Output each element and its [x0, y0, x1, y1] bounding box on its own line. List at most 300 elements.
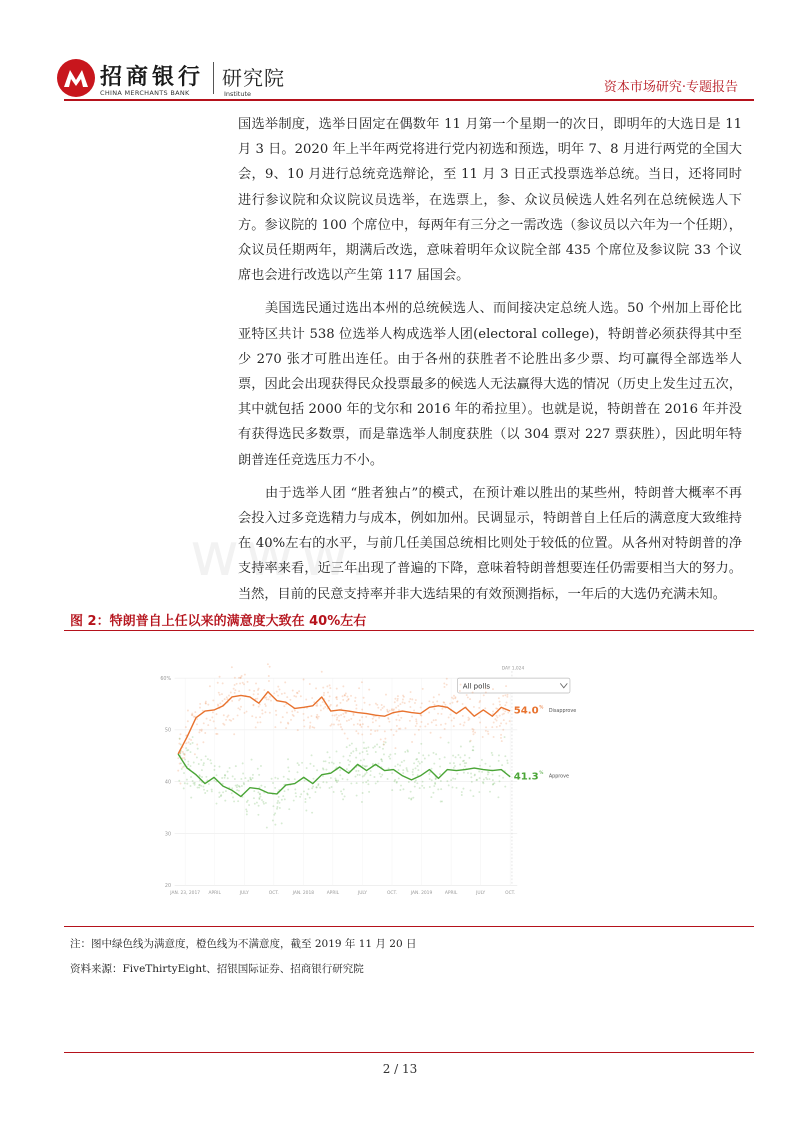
approve-poll-dot [461, 791, 463, 793]
disapprove-poll-dot [460, 684, 462, 686]
approve-poll-dot [374, 745, 376, 747]
disapprove-poll-dot [199, 729, 201, 731]
disapprove-poll-dot [376, 730, 378, 732]
approve-poll-dot [225, 790, 227, 792]
approve-poll-dot [394, 753, 396, 755]
disapprove-poll-dot [365, 716, 367, 718]
disapprove-poll-dot [448, 716, 450, 718]
disapprove-poll-dot [398, 728, 400, 730]
disapprove-poll-dot [342, 695, 344, 697]
disapprove-poll-dot [336, 698, 338, 700]
disapprove-poll-dot [187, 720, 189, 722]
disapprove-poll-dot [419, 726, 421, 728]
approve-poll-dot [203, 789, 205, 791]
approve-poll-dot [277, 778, 279, 780]
x-tick-label: OCT. [386, 891, 398, 897]
disapprove-poll-dot [259, 716, 261, 718]
approve-poll-dot [464, 754, 466, 756]
disapprove-poll-dot [370, 733, 372, 735]
approve-poll-dot [376, 744, 378, 746]
disapprove-poll-dot [444, 686, 446, 688]
disapprove-poll-dot [303, 725, 305, 727]
approve-poll-dot [362, 765, 364, 767]
disapprove-poll-dot [342, 713, 344, 715]
disapprove-poll-dot [354, 700, 356, 702]
disapprove-poll-dot [415, 718, 417, 720]
disapprove-poll-dot [293, 695, 295, 697]
disapprove-poll-dot [280, 721, 282, 723]
approve-poll-dot [205, 776, 207, 778]
approve-poll-dot [247, 800, 249, 802]
note-rule [64, 926, 754, 927]
disapprove-poll-dot [433, 696, 435, 698]
disapprove-poll-dot [435, 719, 437, 721]
disapprove-poll-dot [357, 733, 359, 735]
approve-poll-dot [419, 787, 421, 789]
approve-poll-dot [201, 769, 203, 771]
disapprove-poll-dot [318, 716, 320, 718]
approve-poll-dot [452, 755, 454, 757]
x-tick-label: APRIL [326, 891, 340, 897]
approve-poll-dot [352, 750, 354, 752]
approve-poll-dot [396, 781, 398, 783]
disapprove-poll-dot [441, 713, 443, 715]
polls-dropdown-label: All polls [462, 681, 490, 691]
approve-poll-dot [183, 766, 185, 768]
disapprove-poll-dot [265, 705, 267, 707]
approve-poll-dot [203, 762, 205, 764]
disapprove-poll-dot [237, 714, 239, 716]
approve-poll-dot [498, 754, 500, 756]
approve-poll-dot [231, 787, 233, 789]
disapprove-poll-dot [375, 720, 377, 722]
y-tick-label: 60% [160, 676, 172, 682]
approve-poll-dot [370, 770, 372, 772]
disapprove-poll-dot [485, 726, 487, 728]
approve-poll-dot [362, 792, 364, 794]
approval-chart [150, 642, 584, 918]
disapprove-poll-dot [395, 719, 397, 721]
approve-poll-dot [180, 744, 182, 746]
disapprove-poll-dot [505, 723, 507, 725]
disapprove-poll-dot [444, 728, 446, 730]
approve-poll-dot [492, 784, 494, 786]
disapprove-poll-dot [253, 690, 255, 692]
approve-poll-dot [342, 798, 344, 800]
header-rule [64, 99, 754, 101]
approve-poll-dot [221, 777, 223, 779]
disapprove-poll-dot [207, 704, 209, 706]
approve-poll-dot [468, 757, 470, 759]
disapprove-poll-dot [261, 713, 263, 715]
disapprove-poll-dot [253, 693, 255, 695]
approve-poll-dot [240, 778, 242, 780]
approve-poll-dot [183, 787, 185, 789]
disapprove-poll-dot [273, 692, 275, 694]
disapprove-poll-dot [505, 685, 507, 687]
approve-poll-dot [305, 798, 307, 800]
disapprove-poll-dot [504, 710, 506, 712]
approve-poll-dot [402, 769, 404, 771]
disapprove-poll-dot [411, 716, 413, 718]
approve-poll-dot [487, 773, 489, 775]
approve-poll-dot [344, 795, 346, 797]
approve-poll-dot [257, 814, 259, 816]
disapprove-poll-dot [290, 719, 292, 721]
x-tick-label: JULY [357, 891, 367, 897]
paragraph-2: 美国选民通过选出本州的总统候选人、而间接决定总统人选。50 个州加上哥伦比亚特区共计 538 位选举人构成选举人团(electoral college)，特朗普必须获得其中至少 270 张才可胜出连任。由于各州的获胜者不论胜出多少票、均可赢得全部选举人票，因此会出现获得民众投票最多的候选人无法赢得大选的情况（历史上发生过五次，其中就包括 2000 年的戈尔和 2016 年的希拉里）。也就是说，特朗普在 2016 年并没有获得选民多数票，而是靠选举人制度获胜（以 304 票对 227 票获胜），因此明年特朗普连任竞选压力不小。 [238, 301, 742, 468]
approve-poll-dot [472, 795, 474, 797]
disapprove-poll-dot [479, 700, 481, 702]
disapprove-poll-dot [380, 738, 382, 740]
disapprove-poll-dot [224, 698, 226, 700]
disapprove-poll-dot [379, 725, 381, 727]
disapprove-poll-dot [428, 711, 430, 713]
brand-divider [213, 62, 214, 94]
approve-poll-dot [355, 770, 357, 772]
approve-poll-dot [181, 768, 183, 770]
disapprove-poll-dot [324, 706, 326, 708]
approve-poll-dot [483, 779, 485, 781]
approve-poll-dot [265, 802, 267, 804]
disapprove-poll-dot [293, 715, 295, 717]
disapprove-poll-dot [270, 700, 272, 702]
approve-poll-dot [236, 784, 238, 786]
disapprove-poll-dot [265, 696, 267, 698]
approve-poll-dot [498, 760, 500, 762]
approve-poll-dot [323, 768, 325, 770]
approve-poll-dot [492, 779, 494, 781]
approve-poll-dot [349, 755, 351, 757]
disapprove-poll-dot [408, 701, 410, 703]
approve-poll-dot [209, 759, 211, 761]
disapprove-poll-dot [312, 726, 314, 728]
approve-poll-dot [236, 786, 238, 788]
approve-poll-dot [439, 773, 441, 775]
approve-poll-dot [197, 748, 199, 750]
approve-poll-dot [216, 803, 218, 805]
disapprove-poll-dot [344, 733, 346, 735]
approve-poll-dot [482, 782, 484, 784]
approve-poll-dot [407, 749, 409, 751]
approve-poll-dot [414, 781, 416, 783]
disapprove-poll-dot [437, 713, 439, 715]
disapprove-poll-dot [451, 697, 453, 699]
approve-poll-dot [232, 796, 234, 798]
disapprove-poll-dot [177, 770, 179, 772]
approve-poll-dot [274, 812, 276, 814]
disapprove-poll-dot [294, 710, 296, 712]
approve-poll-dot [304, 779, 306, 781]
disapprove-poll-dot [380, 709, 382, 711]
disapprove-poll-dot [194, 711, 196, 713]
approve-poll-dot [355, 776, 357, 778]
disapprove-poll-dot [500, 734, 502, 736]
approve-poll-dot [190, 765, 192, 767]
approve-poll-dot [272, 820, 274, 822]
approve-poll-dot [381, 774, 383, 776]
approve-poll-dot [351, 743, 353, 745]
disapprove-poll-dot [487, 730, 489, 732]
approve-poll-dot [398, 777, 400, 779]
disapprove-poll-dot [500, 722, 502, 724]
disapprove-poll-dot [386, 709, 388, 711]
approve-poll-dot [476, 779, 478, 781]
approve-poll-dot [213, 769, 215, 771]
approve-poll-dot [247, 780, 249, 782]
approve-poll-dot [470, 789, 472, 791]
disapprove-poll-dot [346, 696, 348, 698]
approve-poll-dot [375, 751, 377, 753]
approve-poll-dot [287, 758, 289, 760]
x-tick-label: APRIL [208, 891, 221, 897]
approve-poll-dot [417, 761, 419, 763]
watermark: www. [190, 520, 375, 590]
approve-poll-dot [444, 756, 446, 758]
disapprove-poll-dot [503, 713, 505, 715]
disapprove-poll-dot [441, 708, 443, 710]
disapprove-poll-dot [440, 724, 442, 726]
approve-poll-dot [337, 780, 339, 782]
y-tick-label: 20 [164, 884, 172, 890]
approve-poll-dot [259, 793, 261, 795]
disapprove-poll-dot [359, 724, 361, 726]
approve-poll-dot [469, 741, 471, 743]
disapprove-poll-dot [330, 704, 332, 706]
disapprove-poll-dot [422, 688, 424, 690]
report-type: 资本市场研究·专题报告 [603, 80, 738, 95]
disapprove-poll-dot [255, 682, 257, 684]
disapprove-poll-dot [237, 707, 239, 709]
approve-poll-dot [417, 774, 419, 776]
disapprove-poll-dot [188, 738, 190, 740]
disapprove-poll-dot [453, 725, 455, 727]
disapprove-poll-dot [194, 753, 196, 755]
approve-poll-dot [439, 766, 441, 768]
approve-poll-dot [246, 810, 248, 812]
disapprove-poll-dot [336, 719, 338, 721]
approve-poll-dot [309, 797, 311, 799]
approve-poll-dot [341, 793, 343, 795]
approve-poll-dot [418, 752, 420, 754]
x-tick-label: JAN. 23, 2017 [170, 891, 201, 897]
disapprove-poll-dot [316, 714, 318, 716]
approve-poll-dot [414, 786, 416, 788]
disapprove-poll-dot [399, 703, 401, 705]
approve-poll-dot [362, 751, 364, 753]
approve-poll-dot [319, 787, 321, 789]
disapprove-poll-dot [338, 720, 340, 722]
disapprove-poll-dot [361, 709, 363, 711]
disapprove-poll-dot [335, 714, 337, 716]
disapprove-poll-dot [234, 689, 236, 691]
approve-poll-dot [220, 794, 222, 796]
approve-poll-dot [432, 792, 434, 794]
approve-poll-dot [456, 773, 458, 775]
approve-poll-dot [300, 793, 302, 795]
disapprove-poll-dot [219, 676, 221, 678]
disapprove-poll-dot [370, 729, 372, 731]
approve-poll-dot [311, 754, 313, 756]
approve-poll-dot [463, 772, 465, 774]
approve-poll-dot [339, 769, 341, 771]
approve-poll-dot [294, 778, 296, 780]
disapprove-poll-dot [504, 704, 506, 706]
approve-poll-dot [455, 756, 457, 758]
disapprove-poll-dot [459, 690, 461, 692]
approve-poll-dot [349, 744, 351, 746]
approve-poll-dot [433, 763, 435, 765]
disapprove-poll-dot [199, 703, 201, 705]
disapprove-poll-dot [506, 696, 508, 698]
approve-poll-dot [342, 778, 344, 780]
disapprove-poll-dot [291, 710, 293, 712]
disapprove-poll-dot [342, 699, 344, 701]
approve-poll-dot [356, 795, 358, 797]
approve-poll-dot [305, 810, 307, 812]
disapprove-poll-dot [342, 685, 344, 687]
disapprove-poll-dot [507, 712, 509, 714]
approve-poll-dot [287, 767, 289, 769]
disapprove-poll-dot [274, 726, 276, 728]
approve-poll-dot [479, 777, 481, 779]
approve-poll-dot [336, 750, 338, 752]
disapprove-poll-dot [397, 705, 399, 707]
approve-poll-dot [246, 813, 248, 815]
disapprove-poll-dot [216, 713, 218, 715]
approve-poll-dot [502, 777, 504, 779]
disapprove-poll-dot [232, 718, 234, 720]
approve-poll-dot [235, 765, 237, 767]
disapprove-poll-dot [322, 687, 324, 689]
disapprove-poll-dot [309, 727, 311, 729]
approve-poll-dot [368, 791, 370, 793]
approve-poll-dot [478, 771, 480, 773]
approve-poll-dot [205, 755, 207, 757]
approve-poll-dot [437, 788, 439, 790]
approve-poll-dot [180, 762, 182, 764]
disapprove-poll-dot [491, 726, 493, 728]
disapprove-poll-dot [394, 747, 396, 749]
disapprove-poll-dot [233, 688, 235, 690]
approve-poll-dot [294, 788, 296, 790]
approve-poll-dot [288, 770, 290, 772]
approve-poll-dot [271, 778, 273, 780]
disapprove-poll-dot [446, 678, 448, 680]
disapprove-poll-dot [372, 721, 374, 723]
disapprove-poll-dot [493, 721, 495, 723]
approve-poll-dot [366, 765, 368, 767]
approve-poll-dot [253, 797, 255, 799]
approve-poll-dot [481, 771, 483, 773]
disapprove-poll-dot [223, 714, 225, 716]
approve-poll-dot [276, 802, 278, 804]
approve-poll-dot [218, 796, 220, 798]
disapprove-poll-dot [269, 666, 271, 668]
disapprove-poll-dot [347, 738, 349, 740]
approve-poll-dot [196, 756, 198, 758]
approve-poll-dot [317, 784, 319, 786]
disapprove-poll-dot [469, 698, 471, 700]
approve-poll-dot [242, 762, 244, 764]
approve-poll-dot [499, 780, 501, 782]
disapprove-poll-dot [362, 723, 364, 725]
disapprove-poll-dot [443, 702, 445, 704]
approve-poll-dot [470, 776, 472, 778]
disapprove-poll-dot [209, 719, 211, 721]
approve-poll-dot [315, 786, 317, 788]
approve-poll-dot [329, 787, 331, 789]
approve-poll-dot [311, 812, 313, 814]
approve-poll-dot [190, 751, 192, 753]
approve-poll-dot [330, 777, 332, 779]
approve-poll-dot [227, 771, 229, 773]
disapprove-poll-dot [361, 716, 363, 718]
approve-poll-dot [287, 789, 289, 791]
approve-poll-dot [283, 776, 285, 778]
approve-poll-dot [224, 774, 226, 776]
approve-poll-dot [256, 802, 258, 804]
disapprove-poll-dot [420, 706, 422, 708]
approve-poll-dot [454, 765, 456, 767]
disapprove-poll-dot [177, 757, 179, 759]
day-label: DAY 1,024 [501, 666, 525, 672]
approve-poll-dot [417, 769, 419, 771]
approve-poll-dot [360, 759, 362, 761]
approve-poll-dot [299, 796, 301, 798]
disapprove-poll-dot [361, 726, 363, 728]
approve-poll-dot [412, 774, 414, 776]
approve-poll-dot [422, 754, 424, 756]
approve-poll-dot [421, 761, 423, 763]
disapprove-poll-dot [348, 719, 350, 721]
disapprove-poll-dot [385, 694, 387, 696]
approve-poll-dot [417, 765, 419, 767]
disapprove-poll-dot [247, 681, 249, 683]
disapprove-poll-dot [341, 728, 343, 730]
approve-poll-dot [501, 764, 503, 766]
disapprove-poll-dot [452, 702, 454, 704]
disapprove-poll-dot [496, 715, 498, 717]
disapprove-poll-dot [212, 711, 214, 713]
disapprove-poll-dot [485, 687, 487, 689]
approve-poll-dot [231, 792, 233, 794]
approve-series-label: Approve [548, 774, 569, 780]
approve-poll-dot [260, 765, 262, 767]
approve-poll-dot [301, 762, 303, 764]
approve-poll-dot [325, 760, 327, 762]
approve-poll-dot [214, 765, 216, 767]
approve-poll-dot [222, 791, 224, 793]
y-tick-label: 30 [164, 832, 172, 838]
disapprove-poll-dot [242, 682, 244, 684]
disapprove-poll-dot [453, 717, 455, 719]
disapprove-poll-dot [492, 688, 494, 690]
approve-poll-dot [207, 758, 209, 760]
disapprove-poll-dot [316, 703, 318, 705]
disapprove-poll-dot [355, 697, 357, 699]
approve-poll-dot [339, 774, 341, 776]
disapprove-poll-dot [267, 663, 269, 665]
approve-poll-dot [366, 772, 368, 774]
disapprove-poll-dot [402, 699, 404, 701]
disapprove-poll-dot [258, 706, 260, 708]
disapprove-poll-dot [239, 682, 241, 684]
disapprove-poll-dot [227, 714, 229, 716]
disapprove-poll-dot [427, 723, 429, 725]
disapprove-poll-dot [211, 716, 213, 718]
disapprove-poll-dot [315, 705, 317, 707]
